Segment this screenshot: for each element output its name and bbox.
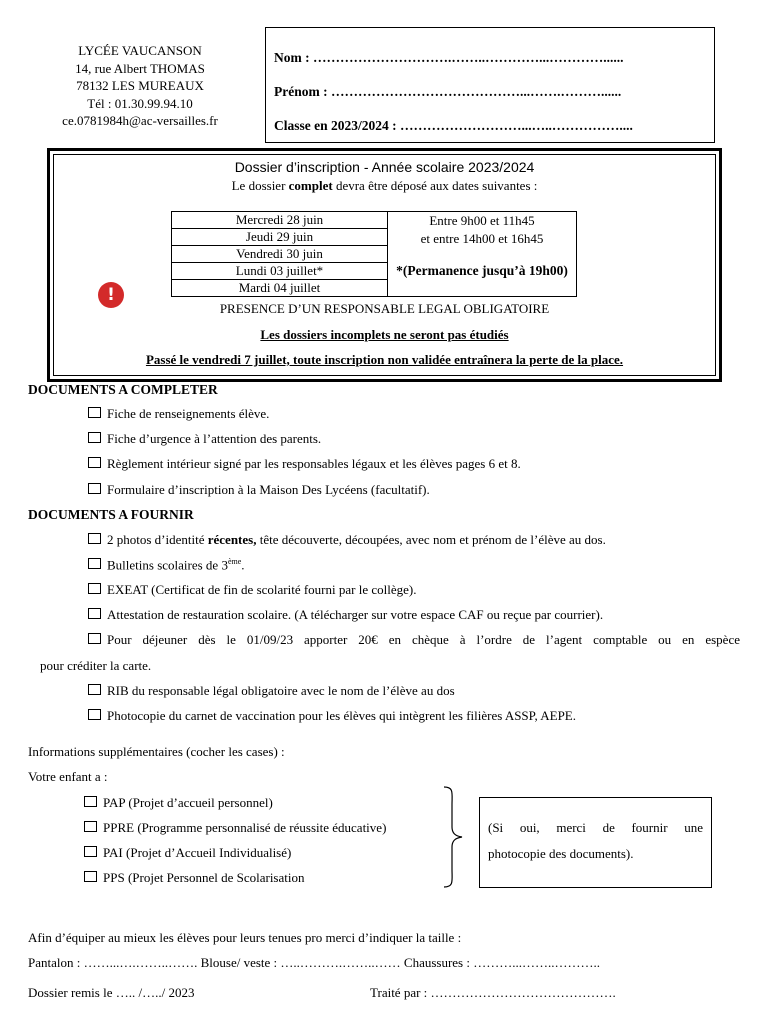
fournir-heading: DOCUMENTS A FOURNIR bbox=[28, 507, 194, 522]
date-cell: Mardi 04 juillet bbox=[172, 280, 388, 297]
dossier-title: Dossier d’inscription - Année scolaire 2023/2024 bbox=[234, 159, 535, 175]
checkbox[interactable] bbox=[88, 709, 101, 720]
permanence-note: *(Permanence jusqu’à 19h00) bbox=[396, 263, 568, 278]
school-name: LYCÉE VAUCANSON bbox=[78, 43, 202, 58]
checkbox[interactable] bbox=[88, 583, 101, 594]
si-oui-note: (Si oui, merci de fournir une bbox=[488, 820, 703, 835]
school-phone: Tél : 01.30.99.94.10 bbox=[87, 95, 193, 111]
si-oui-note-2: photocopie des documents). bbox=[488, 846, 634, 861]
checkbox[interactable] bbox=[84, 846, 97, 857]
completer-heading: DOCUMENTS A COMPLETER bbox=[28, 382, 218, 397]
presence-notice: PRESENCE D’UN RESPONSABLE LEGAL OBLIGATOIRE bbox=[219, 301, 550, 316]
si-oui-box bbox=[479, 797, 712, 888]
dossier-subtitle: Le dossier complet devra être déposé aux dates suivantes : bbox=[231, 178, 538, 193]
deadline-notice: Passé le vendredi 7 juillet, toute inscription non validée entraînera la perte de la place. bbox=[145, 352, 624, 367]
fournir-item-restauration[interactable]: Attestation de restauration scolaire. (A télécharger sur votre espace CAF ou reçue par courrier). bbox=[88, 607, 603, 623]
school-email: ce.0781984h@ac-versailles.fr bbox=[62, 113, 218, 128]
checkbox[interactable] bbox=[88, 633, 101, 644]
dejeuner-continuation: pour créditer la carte. bbox=[40, 658, 152, 673]
hours-cell: Entre 9h00 et 11h45 et entre 14h00 et 16h45 *(Permanence jusqu’à 19h00) bbox=[388, 212, 577, 297]
school-street: 14, rue Albert THOMAS bbox=[75, 60, 205, 76]
incomplets-notice: Les dossiers incomplets ne seront pas étudiés bbox=[260, 327, 509, 342]
nom-field[interactable]: Nom : ………………………….……..…………...…………...... bbox=[274, 50, 624, 65]
info-item-pap[interactable]: PAP (Projet d’accueil personnel) bbox=[84, 795, 273, 811]
traite-par[interactable]: Traité par : ……………………………………. bbox=[370, 985, 616, 1000]
info-item-pps[interactable]: PPS (Projet Personnel de Scolarisation bbox=[84, 870, 305, 886]
fournir-item-rib[interactable]: RIB du responsable légal obligatoire avec le nom de l’élève au dos bbox=[88, 683, 455, 699]
dossier-box bbox=[47, 148, 722, 382]
info-item-pai[interactable]: PAI (Projet d’Accueil Individualisé) bbox=[84, 845, 291, 861]
date-cell: Lundi 03 juillet* bbox=[172, 263, 388, 280]
prenom-field[interactable]: Prénom : ……………………………………...…….………...... bbox=[274, 84, 622, 99]
fournir-item-dejeuner[interactable]: Pour déjeuner dès le 01/09/23 apporter 20€ en chèque à l’ordre de l’agent comptable ou en espèce bbox=[88, 632, 740, 648]
infos-heading: Informations supplémentaires (cocher les cases) : bbox=[28, 744, 285, 759]
checkbox[interactable] bbox=[88, 684, 101, 695]
checkbox[interactable] bbox=[84, 821, 97, 832]
date-cell: Vendredi 30 juin bbox=[172, 246, 388, 263]
fournir-item-vaccination[interactable]: Photocopie du carnet de vaccination pour les élèves qui intègrent les filières ASSP, AEPE. bbox=[88, 708, 576, 724]
classe-field[interactable]: Classe en 2023/2024 : ………………………...…..…………….... bbox=[274, 118, 633, 133]
checkbox[interactable] bbox=[88, 558, 101, 569]
completer-item[interactable]: Fiche d’urgence à l’attention des parents. bbox=[88, 431, 321, 447]
checkbox[interactable] bbox=[88, 483, 101, 494]
info-item-ppre[interactable]: PPRE (Programme personnalisé de réussite éducative) bbox=[84, 820, 386, 836]
fournir-item-bulletins[interactable]: Bulletins scolaires de 3ème. bbox=[88, 557, 245, 573]
fournir-item-exeat[interactable]: EXEAT (Certificat de fin de scolarité fourni par le collège). bbox=[88, 582, 416, 598]
infos-votre-enfant: Votre enfant a : bbox=[28, 769, 108, 784]
curly-brace-icon bbox=[440, 785, 466, 889]
checkbox[interactable] bbox=[88, 608, 101, 619]
identity-box bbox=[265, 27, 715, 143]
dossier-remis[interactable]: Dossier remis le ….. /…../ 2023 bbox=[28, 985, 195, 1000]
tailles-fields[interactable]: Pantalon : ……...….……..……. Blouse/ veste : …..……….……..…… Chaussures : ………...……..……….. bbox=[28, 955, 600, 970]
date-cell: Mercredi 28 juin bbox=[172, 212, 388, 229]
tailles-intro: Afin d’équiper au mieux les élèves pour leurs tenues pro merci d’indiquer la taille : bbox=[28, 930, 462, 945]
checkbox[interactable] bbox=[88, 457, 101, 468]
dates-table bbox=[171, 211, 577, 297]
checkbox[interactable] bbox=[88, 533, 101, 544]
school-address bbox=[40, 42, 240, 130]
completer-item[interactable]: Règlement intérieur signé par les responsables légaux et les élèves pages 6 et 8. bbox=[88, 456, 521, 472]
checkbox[interactable] bbox=[84, 871, 97, 882]
warning-icon: ! bbox=[98, 282, 124, 308]
checkbox[interactable] bbox=[84, 796, 97, 807]
fournir-item-photos[interactable]: 2 photos d’identité récentes, tête découverte, découpées, avec nom et prénom de l’élève au dos. bbox=[88, 532, 606, 548]
completer-item[interactable]: Fiche de renseignements élève. bbox=[88, 406, 269, 422]
date-cell: Jeudi 29 juin bbox=[172, 229, 388, 246]
completer-item[interactable]: Formulaire d’inscription à la Maison Des Lycéens (facultatif). bbox=[88, 482, 430, 498]
checkbox[interactable] bbox=[88, 432, 101, 443]
checkbox[interactable] bbox=[88, 407, 101, 418]
school-city: 78132 LES MUREAUX bbox=[76, 78, 204, 93]
